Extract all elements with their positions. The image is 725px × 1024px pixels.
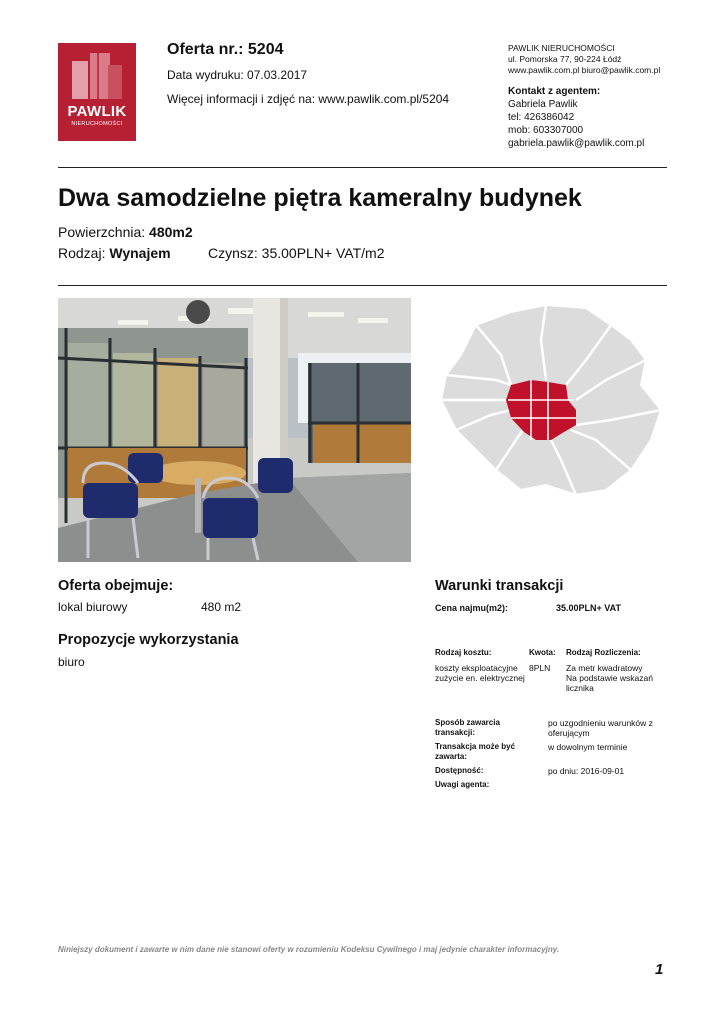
availability-value: po dniu: 2016-09-01 [548, 766, 625, 776]
agent-contact-label: Kontakt z agentem: [508, 86, 601, 97]
footer-disclaimer: Niniejszy dokument i zawarte w nim dane nie stanowi oferty w rozumieniu Kodeksu Cywilnego i maj jedynie charakter informacyjny. [58, 945, 560, 954]
page-number: 1 [655, 961, 664, 978]
type-label: Rodzaj: [58, 245, 110, 261]
offer-includes-heading: Oferta obejmuje: [58, 578, 174, 594]
transaction-heading: Warunki transakcji [435, 578, 564, 594]
logo-sub-text: NIERUCHOMOŚCI [71, 121, 123, 127]
area-line [58, 224, 193, 240]
cost-type-2: zużycie en. elektrycznej [435, 673, 525, 683]
type-value: Wynajem [109, 245, 171, 261]
cost-settlement-2: Na podstawie wskazań licznika [566, 673, 653, 693]
logo-brand-text: PAWLIK [67, 103, 127, 120]
usage-value: biuro [58, 655, 85, 669]
agent-name: Gabriela Pawlik [508, 99, 578, 110]
print-date: Data wydruku: 07.03.2017 [167, 68, 308, 82]
area-label: Powierzchnia: [58, 224, 150, 240]
price-value: 35.00PLN+ VAT [556, 603, 621, 613]
cost-settlement-1: Za metr kwadratowy [566, 663, 643, 673]
cost-type-header: Rodzaj kosztu: [435, 648, 492, 657]
divider-middle [58, 285, 667, 286]
offer-number: Oferta nr.: 5204 [167, 41, 284, 58]
cost-amount-header: Kwota: [529, 648, 556, 657]
offer-includes-item: lokal biurowy [58, 600, 128, 614]
possible-value: w dowolnym terminie [548, 742, 628, 752]
divider-top [58, 167, 667, 168]
cost-settlement-cell [566, 663, 658, 693]
price-label: Cena najmu(m2): [435, 603, 509, 613]
rent-value: Czynsz: 35.00PLN+ VAT/m2 [208, 245, 385, 261]
type-line [58, 245, 385, 261]
agency-address: ul. Pomorska 77, 90-224 Łódź [508, 54, 622, 64]
agent-contact [508, 85, 644, 150]
listing-title: Dwa samodzielne piętra kameralny budynek [58, 184, 582, 212]
agent-mob: mob: 603307000 [508, 125, 584, 136]
remarks-label: Uwagi agenta: [435, 780, 490, 789]
agent-email[interactable]: gabriela.pawlik@pawlik.com.pl [508, 138, 645, 149]
agency-block [508, 43, 660, 76]
possible-label: Transakcja może być zawarta: [435, 742, 516, 761]
method-label: Sposób zawarcia transakcji: [435, 718, 500, 737]
agency-name: PAWLIK NIERUCHOMOŚCI [508, 43, 615, 53]
more-info-link[interactable]: Więcej informacji i zdjęć na: www.pawlik.com.pl/5204 [167, 92, 450, 106]
cost-settlement-header: Rodzaj Rozliczenia: [566, 648, 641, 657]
pawlik-logo [58, 43, 136, 141]
agency-web-email[interactable]: www.pawlik.com.pl biuro@pawlik.com.pl [508, 65, 661, 75]
cost-type-1: koszty eksploatacyjne [435, 663, 518, 673]
cost-type-cell [435, 663, 525, 683]
cost-amount-cell: 8PLN [529, 663, 551, 673]
office-photo [58, 298, 411, 562]
usage-heading: Propozycje wykorzystania [58, 632, 239, 648]
area-value: 480m2 [149, 224, 193, 240]
offer-includes-value: 480 m2 [201, 600, 242, 614]
method-value: po uzgodnieniu warunków z oferującym [548, 718, 653, 738]
availability-label: Dostępność: [435, 766, 484, 775]
offer-includes-row [58, 600, 288, 614]
agent-tel: tel: 426386042 [508, 112, 575, 123]
city-district-map [436, 300, 664, 500]
